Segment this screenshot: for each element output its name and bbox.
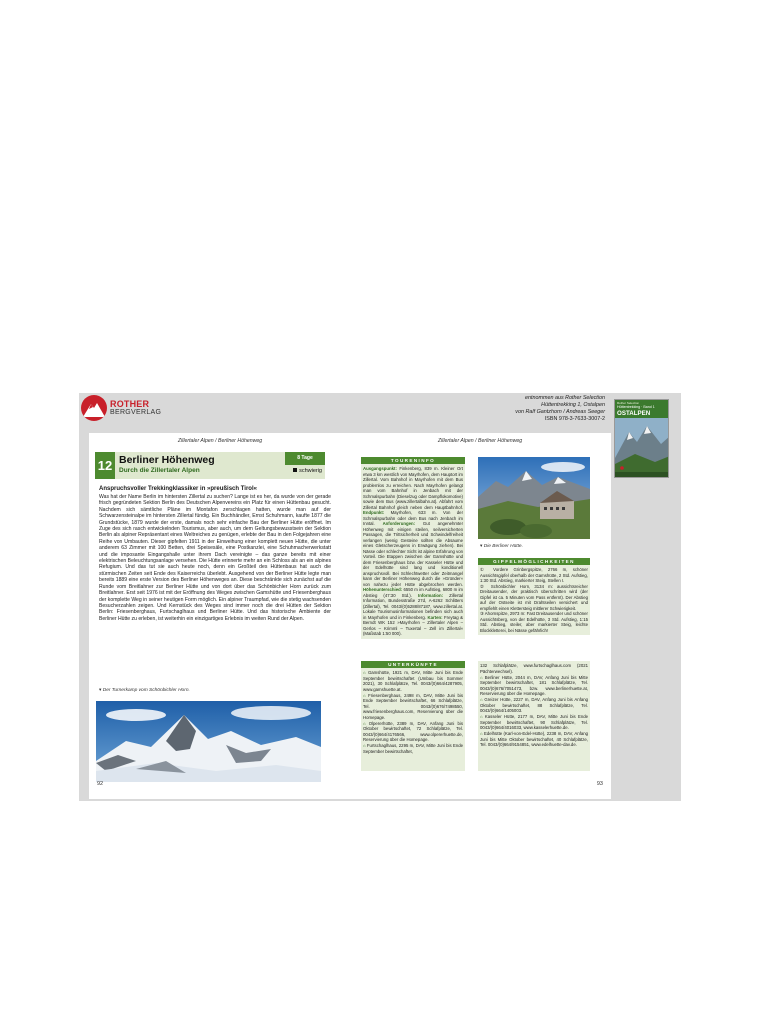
tourinfo-text — [361, 464, 465, 639]
huts-title: UNTERKÜNFTE — [361, 661, 465, 668]
hut-item: ⌂ Friesenberghaus, 2498 m, DAV, Mitte Juni bis Ende September bewirtschaftet, 66 Schlafplätze, Tel. 0043/(0)676/7498550, www.friesenberghaus.com, Reservierung über die Homepage. — [363, 692, 464, 720]
tourinfo-value: 6550 m im Aufstieg, 6800 m im Abstieg (47:30 Std.). — [363, 587, 463, 598]
berliner-huette-photo — [478, 457, 590, 539]
source-isbn: ISBN 978-3-7633-3007-2 — [544, 416, 605, 422]
tourinfo-value: Zillertal Information, Bundesstraße 27d, A-6262 Schlitters (Zillertal), Tel. 0043/(0)5288/87187, www.zillertal.at. Lokale Tourismusinformationen befinden sich auch in Mayrhofen und in Finkenberg. — [363, 592, 463, 620]
hut-item: ⌂ Gamshütte, 1921 m, DAV, Mitte Juni bis Ende September bewirtschaftet (Umbau bis Sommer 2021), 30 Schlafplätze, Tel. 0043/(0)664/4287905, www.gamshuette.at. — [363, 670, 463, 692]
tour-subtitle: Durch die Zillertaler Alpen — [119, 467, 200, 474]
publisher-name: ROTHER — [110, 399, 150, 409]
running-head-right: Zillertaler Alpen / Berliner Höhenweg — [437, 438, 523, 444]
hut-item: ⌂ Berliner Hütte, 2044 m, DAV, Anfang Juni bis Mitte September bewirtschaftet, 181 Schlafplätze, Tel. 0043/(0)676/7051473, bzw. www.berlinerhuette.at, Reservierung über die Homepage. — [480, 674, 588, 696]
summit-item: ② Schönbichler Horn, 3134 m: aussichtsreicher Dreitausender, der praktisch überschritten wird (der Gipfel ist ca. 5 Minuten vom Pass entfernt). Der Abstieg auf der Ostseite ist mit Drahtseilen versichert und empfiehlt einen Klettersteig mittlerer Schwierigkeit. — [480, 583, 588, 611]
tour-number: 12 — [95, 452, 115, 479]
right-page — [349, 433, 611, 799]
publisher-logo — [81, 395, 161, 425]
summits-box — [478, 558, 590, 635]
huts-box — [361, 661, 465, 771]
book-spread-frame — [79, 393, 681, 801]
hut-item: ⌂ Greizer Hütte, 2227 m, DAV, Anfang Juni bis Anfang Oktober bewirtschaftet, 88 Schlafplätze, Tel. 0043/(0)664/1405003. — [480, 697, 588, 713]
hut-item: ⌂ Furtschaglhaus, 2295 m, DAV, Mitte Juni bis Ende September bewirtschaftet, — [363, 743, 463, 754]
tourinfo-key: Endpunkt: — [363, 510, 385, 515]
intro-text — [99, 485, 331, 622]
summits-text — [478, 565, 590, 635]
difficulty-square-icon — [293, 468, 297, 472]
running-head-left: Zillertaler Alpen / Berliner Höhenweg — [177, 438, 263, 444]
turnerkamp-photo — [96, 701, 321, 782]
summits-title: GIPFELMÖGLICHKEITEN — [478, 558, 590, 565]
summit-item: ① Vordere Grinbergspitze, 2766 m, schöner Aussichtsgipfel oberhalb der Gamshütte, 2 Std. Aufstieg, 1:30 Std. Abstieg, markierter Steig, Stellen I. — [480, 567, 588, 583]
tour-title: Berliner Höhenweg — [119, 454, 215, 466]
cover-line: Hüttentrekking · Band 1 — [617, 405, 655, 409]
hut-item: ⌂ Olpererhütte, 2389 m, DAV, Anfang Juni bis Oktober bewirtschaftet, 72 Schlafplätze, Tel. 0043/(0)664/4176566, www.olpererhuette.de, Reservierung über die Homepage. — [363, 720, 463, 742]
tourinfo-value: Freytag & Berndt WK 152 »Mayrhofen – Zillertaler Alpen – Gerlos – Krimml – Tuxertal – Zell im Zillertal« (Maßstab 1:50 000). — [363, 614, 463, 636]
tourinfo-title: TOURENINFO — [361, 457, 465, 464]
tourinfo-key: Information: — [418, 592, 444, 598]
page-number-right: 93 — [596, 781, 603, 787]
tourinfo-value: Gut angenehmter Höhenweg mit einigen steilen, seilversicherten Passagen, die Trittsicherheit und Schwindelfreiheit verlangen (wenig Gesteine sollten die Absaume eines Gletscherzeugens in Erwägung ziehen). Bei Nässe oder schlechter Sicht ist alpine Erfahrung von Vorteil. Die Etappen zwischen der Gamshütte und dem Friesenberghaus bzw. der Kasseler Hütte und der Edelhütte sind lang und konditionell anspruchsvoll. Bei Schlechtwetter oder Zeitmangel kann der Berliner Höhenweg durch die »Gründer« von nahezu jeder Hütte abgebrochen werden. — [363, 521, 463, 587]
hut-icon: ⌂ — [480, 697, 485, 702]
source-title: Hüttentrekking 1, Ostalpen — [541, 402, 605, 408]
cover-mountain-photo — [615, 418, 669, 478]
hut-icon: ⌂ — [480, 714, 485, 719]
tour-heading — [95, 452, 325, 479]
hut-icon: ⌂ — [480, 674, 485, 680]
tourinfo-key: Ausgangspunkt: — [363, 466, 397, 471]
publisher-sub: BERGVERLAG — [110, 409, 162, 416]
hut-icon: ⌂ — [363, 720, 369, 726]
cover-series: Rother Selection — [617, 401, 640, 405]
tourinfo-key: Karten: — [427, 614, 443, 620]
photo-caption-right: ▾ Die Berliner Hütte. — [480, 544, 523, 549]
tourinfo-value: Finkenberg, 839 m. Kleiner Ort etwa 3 km westlich von Mayrhofen, dem Hauptort im Zillertal. Vom Bahnhof in Mayrhofen mit dem Bus problemlos zu erreichen. Nach Mayrhofen gelangt man vom Bahnhof in Jenbach mit der Schmalspurbahn (Dieselzug oder Dampflokomotive) sowie dem Bus (www.zillertalbahn.at). Abfahrt vom Zillertal Bahnhof gleich neben dem Hauptbahnhof. — [363, 466, 463, 510]
mountain-logo-icon — [81, 395, 107, 421]
hut-item: ⌂ Kasseler Hütte, 2177 m, DAV, Mitte Juni bis Ende September bewirtschaftet, 90 Schlafplätze, Tel. 0043/(0)664/4016033, www.kasselerhuette.de. — [480, 714, 588, 730]
cover-title: OSTALPEN — [617, 410, 651, 417]
intro-body: Was hat der Name Berlin im hintersten Zillertal zu suchen? Lange ist es her, da wurde von der gerade frisch gegründeten Sektion Berlin des Deutschen Alpenvereins ein Platz für einen Hüttenbau gesucht. Nachdem sich sämtliche Pläne im Montafon zerschlagen hatten, wurde man auf der Schwarzensteinalpe im hintersten Zillertal fündig. Ein Buchhändler, Ernst Schuhmann, kaufte 1877 die Grundstücke, 1879 wurde der erste, damals noch sehr einfache Bau der Berliner Hütte eröffnet. Im Zuge des sich rasch entwickelnden Tourismus, aber auch, um dem Geltungsbewusstsein der Sektion Berlin als alpiner Repräsentant eines Weltreiches zu genügen, erlebte der Bau in den Folgejahren eine Reihe von Umbauten. Dieser gipfelten 1911 in der Einweihung einer komplett neuen Hütte, die unter anderem 63 Zimmer mit 100 Betten, drei Speisesäle, eine Postkanzlei, eine Schuhmacherwerkstatt und die imposante Eingangshalle unter ihrem Dach vereinigte – das ganze bereits mit einer elektrischen Beleuchtungsanlage versehen. Die Hütte erinnerte mehr an ein Schloss als an ein alpines Refugium. Und das tut sie auch heute noch, denn ein Großteil des Hüttenbaus hat auch die stürmischen Zeiten seit Ende des Kaiserreichs überlebt. Ausgehend von der Berliner Hütte legte man bereits 1889 eine erste Version des Berliner Höhenweges an. Diese beschränkte sich zunächst auf die Runde vom Breitlahner zur Berliner Hütte und von dort über das Schönbichler Horn zurück zum Breitlahner. Erst seit 1976 ist mit der Eröffnung des Weges zwischen Gamshütte und Friesenberghaus der komplette Weg in seiner heutigen Form möglich. Ein alpiner Traumpfad, wie die stetig wachsenden Besucherzahlen zeigen. Und Kernstück des Weges sind immer noch die drei Hütten der Sektion Berlin: Friesenberghaus, Furtschaglhaus und Berliner Hütte. Und das historische Ambiente der Berliner Hütte zu erleben, ist weiterhin ein einzigartiges Erlebnis im weiten Rund der Alpen. — [99, 494, 331, 622]
hut-icon: ⌂ — [363, 670, 368, 675]
tourinfo-value: Mayrhofen, 633 m. Von der Schmalspurbahn oder dem Bus nach Jenbach im Inntal. — [363, 510, 463, 526]
huts-text — [361, 668, 465, 757]
difficulty-badge — [293, 468, 322, 474]
page-number-left: 92 — [97, 781, 104, 787]
source-series: entnommen aus Rother Selection — [524, 395, 605, 401]
hut-icon: ⌂ — [363, 692, 369, 698]
intro-lead: Anspruchsvoller Trekkingklassiker in »preußisch Tirol« — [99, 486, 257, 492]
source-info — [515, 395, 605, 423]
tourinfo-key: Höhenunterschied: — [363, 587, 403, 592]
difficulty-label: schwierig — [299, 468, 322, 474]
tourinfo-key: Anforderungen: — [382, 521, 416, 526]
tourinfo-box — [361, 457, 465, 639]
left-page — [89, 433, 351, 799]
source-author: von Ralf Gantzhorn / Andreas Seeger — [515, 409, 605, 415]
hut-item: ⌂ Edelhütte (Karl-von-Edel-Hütte), 2238 m, DAV, Anfang Juni bis Mitte Oktober bewirtschaftet, 40 Schlafplätze, Tel. 0043/(0)664/9154851, www.edelhuette-dav.de. — [480, 731, 588, 747]
hut-item: 132 Schlafplätze, www.furtschaglhaus.com (2021 Pächterwechsel). — [480, 663, 588, 674]
summit-item: ③ Ahornspitze, 2973 m: Fast Dreitausender und schöner Aussichtsberg, von der Edelhütte, 3 Std. Aufstieg, 1:15 Std. Abstieg, steiler, aber markierter Steig, leichte Blockkletterei, bei Nässe gefährlich! — [480, 611, 588, 633]
book-cover-thumbnail — [614, 399, 669, 478]
days-badge: 8 Tage — [285, 452, 325, 465]
huts-continued — [478, 661, 590, 771]
hut-icon: ⌂ — [480, 731, 484, 736]
photo-caption-left: ▾ Der Turnerkamp vom Schönbichler Horn. — [99, 688, 190, 693]
hut-icon: ⌂ — [363, 743, 367, 748]
